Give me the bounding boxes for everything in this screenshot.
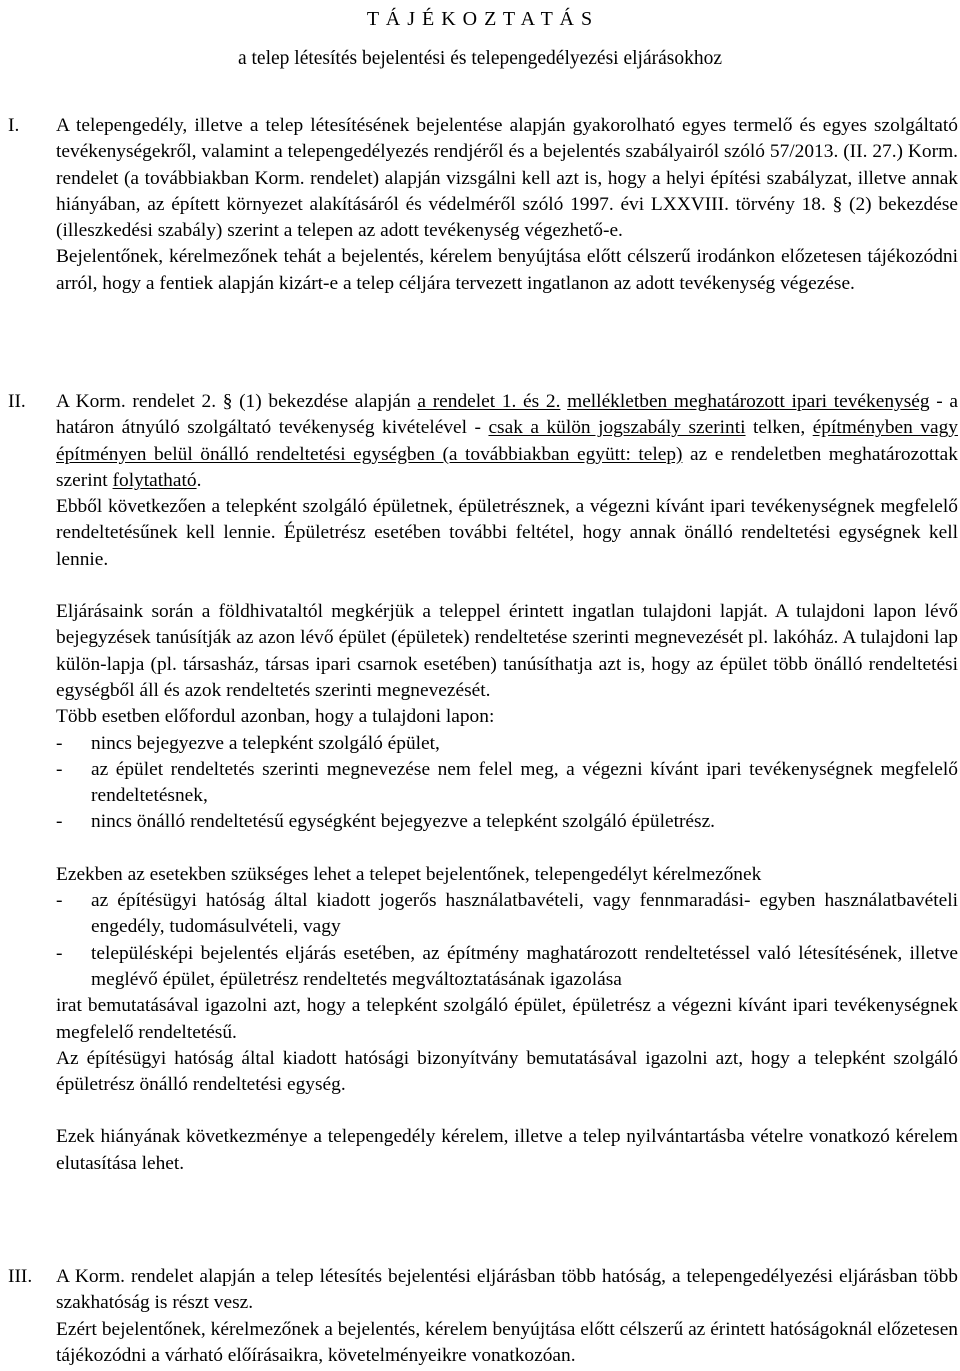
underlined-text: építményben vagy építményen belül önálló rendeltetési egységben (a továbbiakban együtt: telep) <box>56 417 958 465</box>
paragraph: Ebből következően a telepként szolgáló épületnek, épületrésznek, a végezni kívánt ipari tevékenységnek megfelelő rendeltetésűnek kell lennie. Épületrész esetében további feltétel, hogy annak önálló rendeltetési egységnek kell lennie. <box>56 496 958 570</box>
paragraph: A Korm. rendelet 2. § (1) bekezdése alapján a rendelet 1. és 2. mellékletben meghatározott ipari tevékenység - a határon átnyúló szolgáltató tevékenység kivételével - csak a külön jogszabály szerinti telken, építményben vagy építményen belül önálló rendeltetési egységben (a továbbiakban együtt: telep) az e rendeletben meghatározottak szerint folytatható. <box>56 391 959 491</box>
paragraph: Ezekben az esetekben szükséges lehet a telepet bejelentőnek, telepengedélyt kérelmezőnek <box>56 863 762 885</box>
paragraph: irat bemutatásával igazolni azt, hogy a telepként szolgáló épület, épületrész a végezni kívánt ipari tevékenységnek megfelelő rendeltetésű. <box>56 995 958 1043</box>
underlined-text: a rendelet 1. és 2. <box>417 391 561 412</box>
underlined-text: csak a külön jogszabály szerinti <box>488 417 746 439</box>
paragraph: Több esetben előfordul azonban, hogy a tulajdoni lapon: <box>56 706 495 728</box>
document-title: T Á J É K O Z T A T Á S <box>366 8 594 30</box>
paragraph: Az építésügyi hatóság által kiadott hatósági bizonyítvány bemutatásával igazolni azt, hogy a telepként szolgáló épületrész önálló rendeltetési egység. <box>56 1047 958 1096</box>
section-number: III. <box>8 1266 33 1287</box>
paragraph: Eljárásaink során a földhivataltól megkérjük a teleppel érintett ingatlan tulajdoni lapját. A tulajdoni lapon lévő bejegyzések tanúsítják az azon lévő épület (épületek) rendeltetése szerinti megnevezését pl. lakóház. A tulajdoni lap külön-lapja (pl. társasház, társas ipari csarnok esetében) tanúsíthatja azt is, hogy az épület több önálló rendeltetési egységből áll és azok rendeltetés szerinti megnevezését. <box>56 601 958 701</box>
list-item: - nincs bejegyezve a telepként szolgáló épület, <box>56 732 440 754</box>
list-item: - az építésügyi hatóság által kiadott jogerős használatbavételi, vagy fennmaradási- egyben használatbavételi engedély, tudomásulvételi, vagy <box>56 890 958 938</box>
document-subtitle: a telep létesítés bejelentési és telepengedélyezési eljárásokhoz <box>237 48 723 69</box>
list-item: - településképi bejelentés eljárás esetében, az építmény maghatározott rendeltetéssel való létesítésének, illetve meglévő épület, épületrész rendeltetés megváltoztatásának igazolása <box>56 942 958 990</box>
paragraph: A telepengedély, illetve a telep létesítésének bejelentése alapján gyakorolható egyes termelő és egyes szolgáltató tevékenységekről, valamint a telepengedélyezés rendjéről és a bejelentés szabályairól szóló 57/2013. (II. 27.) Korm. rendelet (a továbbiakban Korm. rendelet) alapján vizsgálni kell azt is, hogy a helyi építési szabályzat, illetve annak hiányában, az épített környezet alakításáról és védelméről szóló 1997. évi LXXVIII. törvény 18. § (2) bekezdése (illeszkedési szabály) szerint a telepen az adott tevékenység végezhető-e. <box>56 115 958 242</box>
underlined-text: folytatható <box>112 469 197 491</box>
paragraph: A Korm. rendelet alapján a telep létesítés bejelentési eljárásban több hatóság, a telepengedélyezési eljárásban több szakhatóság is részt vesz. <box>56 1266 958 1314</box>
list-item: - nincs önálló rendeltetésű egységként bejegyezve a telepként szolgáló épületrész. <box>56 811 716 833</box>
section-number: I. <box>8 115 20 136</box>
section-number: II. <box>8 391 26 412</box>
paragraph: Ezek hiányának következménye a telepengedély kérelem, illetve a telep nyilvántartásba vételre vonatkozó kérelem elutasítása lehet. <box>56 1126 958 1174</box>
paragraph: Ezért bejelentőnek, kérelmezőnek a bejelentés, kérelem benyújtása előtt célszerű az érintett hatóságoknál előzetesen tájékozódni a várható előírásaikra, követelményeikre vonatkozóan. <box>56 1318 958 1366</box>
underlined-text: mellékletben meghatározott ipari tevékenység <box>567 391 930 412</box>
list-item: - az épület rendeltetés szerinti megnevezése nem felel meg, a végezni kívánt ipari tevékenységnek megfelelő rendeltetésnek, <box>56 758 958 807</box>
paragraph: Bejelentőnek, kérelmezőnek tehát a bejelentés, kérelem benyújtása előtt célszerű irodánkon előzetesen tájékozódni arról, hogy a fentiek alapján kizárt-e a telep céljára tervezett ingatlanon az adott tevékenység végezése. <box>56 246 958 294</box>
